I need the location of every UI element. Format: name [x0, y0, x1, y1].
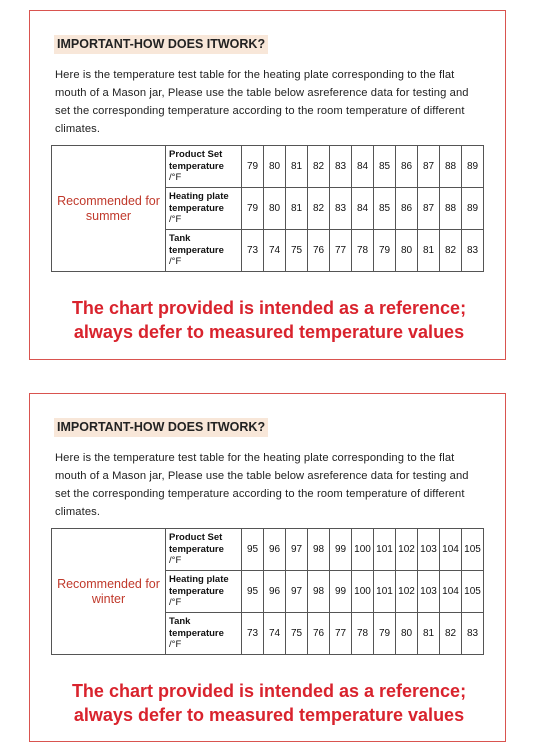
recommended-season-label: Recommended for winter	[52, 529, 166, 655]
temperature-cell: 82	[308, 146, 330, 188]
temperature-cell: 88	[440, 188, 462, 230]
row-label	[166, 571, 242, 613]
row-label-unit: /°F	[169, 214, 182, 226]
temperature-cell: 95	[242, 529, 264, 571]
row-label	[166, 529, 242, 571]
temperature-cell: 81	[418, 613, 440, 655]
intro-paragraph: Here is the temperature test table for the heating plate corresponding to the flat mouth of a Mason jar, Please use the table below asreference data for testing and set the corresponding temperature according to the room temperature of different climates.	[55, 452, 469, 518]
reference-note: The chart provided is intended as a reference; always defer to measured temperature values	[71, 681, 467, 725]
temperature-cell: 76	[308, 613, 330, 655]
temperature-cell: 98	[308, 571, 330, 613]
row-label-unit: /°F	[169, 256, 182, 268]
card-title: IMPORTANT-HOW DOES ITWORK?	[54, 35, 268, 54]
temperature-cell: 73	[242, 230, 264, 272]
temperature-cell: 86	[396, 188, 418, 230]
temperature-cell: 74	[264, 613, 286, 655]
row-label-text: Heating plate temperature	[169, 191, 229, 214]
temperature-cell: 82	[308, 188, 330, 230]
temperature-cell: 96	[264, 529, 286, 571]
temperature-cell: 103	[418, 529, 440, 571]
table-row	[52, 146, 484, 188]
temperature-cell: 99	[330, 529, 352, 571]
temperature-cell: 80	[264, 146, 286, 188]
temperature-cell: 81	[286, 188, 308, 230]
temperature-cell: 98	[308, 529, 330, 571]
temperature-cell: 79	[242, 188, 264, 230]
temperature-cell: 79	[374, 230, 396, 272]
temperature-table	[51, 528, 484, 655]
temperature-cell: 80	[264, 188, 286, 230]
temperature-cell: 83	[462, 230, 484, 272]
winter-info-card	[29, 393, 506, 742]
temperature-cell: 83	[330, 146, 352, 188]
temperature-cell: 77	[330, 230, 352, 272]
temperature-table	[51, 145, 484, 272]
row-label-text: Tank temperature	[169, 233, 224, 256]
row-label	[166, 230, 242, 272]
temperature-cell: 84	[352, 188, 374, 230]
temperature-cell: 89	[462, 188, 484, 230]
temperature-cell: 88	[440, 146, 462, 188]
summer-info-card	[29, 10, 506, 360]
temperature-cell: 105	[462, 529, 484, 571]
temperature-cell: 103	[418, 571, 440, 613]
temperature-cell: 79	[374, 613, 396, 655]
temperature-cell: 82	[440, 613, 462, 655]
recommended-season-label: Recommended for summer	[52, 146, 166, 272]
temperature-cell: 83	[462, 613, 484, 655]
temperature-cell: 99	[330, 571, 352, 613]
temperature-cell: 97	[286, 529, 308, 571]
row-label-text: Heating plate temperature	[169, 574, 229, 597]
temperature-cell: 74	[264, 230, 286, 272]
row-label	[166, 146, 242, 188]
row-label-text: Product Set temperature	[169, 149, 224, 172]
row-label-text: Product Set temperature	[169, 532, 224, 555]
temperature-cell: 87	[418, 188, 440, 230]
temperature-cell: 100	[352, 529, 374, 571]
temperature-cell: 101	[374, 529, 396, 571]
temperature-cell: 96	[264, 571, 286, 613]
temperature-cell: 81	[286, 146, 308, 188]
temperature-cell: 104	[440, 571, 462, 613]
temperature-cell: 100	[352, 571, 374, 613]
row-label-unit: /°F	[169, 172, 182, 184]
temperature-cell: 77	[330, 613, 352, 655]
temperature-cell: 79	[242, 146, 264, 188]
row-label-unit: /°F	[169, 597, 182, 609]
temperature-cell: 81	[418, 230, 440, 272]
row-label	[166, 188, 242, 230]
temperature-cell: 78	[352, 230, 374, 272]
temperature-cell: 86	[396, 146, 418, 188]
card-title: IMPORTANT-HOW DOES ITWORK?	[54, 418, 268, 437]
temperature-cell: 78	[352, 613, 374, 655]
temperature-cell: 80	[396, 613, 418, 655]
row-label-unit: /°F	[169, 555, 182, 567]
temperature-cell: 75	[286, 613, 308, 655]
temperature-cell: 82	[440, 230, 462, 272]
temperature-cell: 84	[352, 146, 374, 188]
temperature-cell: 102	[396, 529, 418, 571]
reference-note: The chart provided is intended as a reference; always defer to measured temperature values	[71, 298, 467, 342]
temperature-cell: 85	[374, 146, 396, 188]
temperature-cell: 105	[462, 571, 484, 613]
table-row	[52, 529, 484, 571]
temperature-cell: 104	[440, 529, 462, 571]
temperature-cell: 95	[242, 571, 264, 613]
row-label-text: Tank temperature	[169, 616, 224, 639]
temperature-cell: 85	[374, 188, 396, 230]
row-label-unit: /°F	[169, 639, 182, 651]
temperature-cell: 97	[286, 571, 308, 613]
temperature-cell: 76	[308, 230, 330, 272]
temperature-cell: 83	[330, 188, 352, 230]
temperature-cell: 75	[286, 230, 308, 272]
temperature-cell: 80	[396, 230, 418, 272]
temperature-cell: 89	[462, 146, 484, 188]
row-label	[166, 613, 242, 655]
temperature-cell: 102	[396, 571, 418, 613]
temperature-cell: 73	[242, 613, 264, 655]
temperature-cell: 101	[374, 571, 396, 613]
temperature-cell: 87	[418, 146, 440, 188]
intro-paragraph: Here is the temperature test table for the heating plate corresponding to the flat mouth of a Mason jar, Please use the table below asreference data for testing and set the corresponding temperature according to the room temperature of different climates.	[55, 69, 469, 135]
